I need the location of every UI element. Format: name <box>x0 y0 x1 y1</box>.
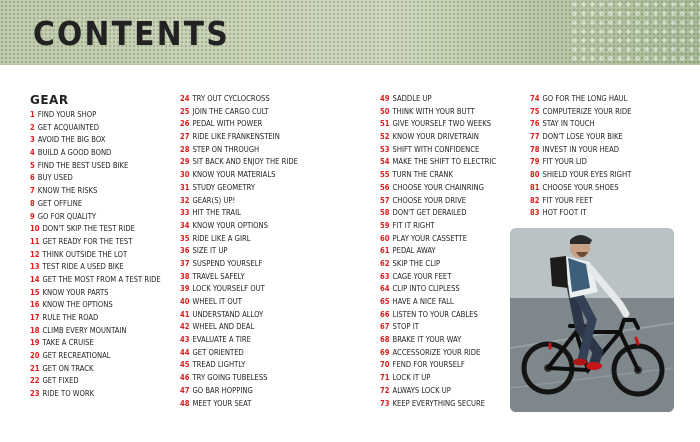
entry-number: 20 <box>30 351 40 361</box>
entry-number: 76 <box>530 119 540 129</box>
entry-title: SKIP THE CLIP <box>392 258 441 268</box>
entry-number: 35 <box>180 233 190 243</box>
entry-title: DON'T GET DERAILED <box>392 208 467 218</box>
entry-number: 17 <box>30 313 40 322</box>
entry-number: 49 <box>380 94 390 103</box>
entry-title: COMPUTERIZE YOUR RIDE <box>542 106 632 116</box>
toc-column-1 <box>30 93 161 401</box>
entry-number: 78 <box>530 144 540 154</box>
entry-title: TRY OUT CYCLOCROSS <box>192 94 270 103</box>
toc-entry[interactable] <box>30 134 161 147</box>
entry-number: 28 <box>180 144 190 154</box>
entry-number: 82 <box>530 195 540 205</box>
entry-title: CHOOSE YOUR CHAINRING <box>392 182 484 192</box>
entry-title: RIDE LIKE FRANKENSTEIN <box>192 132 280 142</box>
entry-title: THINK OUTSIDE THE LOT <box>42 249 128 259</box>
entry-number: 15 <box>30 287 40 297</box>
toc-entry[interactable] <box>380 106 496 119</box>
toc-entry[interactable] <box>180 245 298 258</box>
toc-entry[interactable] <box>180 207 298 220</box>
toc-entry[interactable] <box>30 211 161 224</box>
entry-title: CLIMB EVERY MOUNTAIN <box>42 325 127 335</box>
entry-number: 79 <box>530 157 540 167</box>
entry-title: RIDE TO WORK <box>42 389 95 399</box>
entry-number: 53 <box>380 144 390 154</box>
entry-title: SIZE IT UP <box>192 246 228 256</box>
entry-title: CLIP INTO CLIPLESS <box>392 284 460 294</box>
entry-number: 55 <box>380 170 390 180</box>
entry-title: BUILD A GOOD BOND <box>37 148 112 158</box>
entry-title: STOP IT <box>392 322 419 332</box>
toc-entry[interactable] <box>30 388 161 401</box>
entry-number: 30 <box>180 170 190 180</box>
entry-title: TRAVEL SAFELY <box>192 271 245 281</box>
entry-title: GET FIXED <box>42 376 79 386</box>
entry-number: 48 <box>180 398 190 408</box>
entry-number: 52 <box>380 132 390 142</box>
toc-entry[interactable] <box>380 245 496 258</box>
entry-number: 32 <box>180 195 190 205</box>
toc-entry[interactable] <box>30 249 161 262</box>
entry-title: GO BAR HOPPING <box>192 385 253 395</box>
entry-title: MEET YOUR SEAT <box>192 398 252 408</box>
entry-number: 2 <box>30 122 35 132</box>
toc-entry[interactable] <box>180 220 298 233</box>
entry-title: RULE THE ROAD <box>42 313 99 322</box>
toc-entry[interactable] <box>530 169 631 182</box>
entry-title: GO FOR THE LONG HAUL <box>542 94 628 103</box>
entry-title: GET THE MOST FROM A TEST RIDE <box>42 274 161 284</box>
toc-entry[interactable] <box>180 144 298 157</box>
entry-title: RIDE LIKE A GIRL <box>192 233 251 243</box>
toc-entry[interactable] <box>380 182 496 195</box>
entry-title: WHEEL AND DEAL <box>192 322 255 332</box>
entry-number: 4 <box>30 148 35 158</box>
entry-title: TURN THE CRANK <box>392 170 453 180</box>
toc-entry[interactable] <box>380 398 496 411</box>
entry-number: 37 <box>180 258 190 268</box>
toc-entry[interactable] <box>180 233 298 246</box>
toc-entry[interactable] <box>30 223 161 236</box>
toc-entry[interactable] <box>180 372 298 385</box>
entry-number: 60 <box>380 233 390 243</box>
toc-entry[interactable] <box>380 207 496 220</box>
entry-title: GET ACQUAINTED <box>37 122 99 132</box>
entry-title: GO FOR QUALITY <box>37 211 97 221</box>
entry-title: MAKE THE SHIFT TO ELECTRIC <box>392 157 497 167</box>
entry-title: CHOOSE YOUR DRIVE <box>392 195 467 205</box>
entry-number: 22 <box>30 376 40 386</box>
entry-number: 58 <box>380 208 390 218</box>
toc-entry[interactable] <box>30 375 161 388</box>
entry-title: EVALUATE A TIRE <box>192 335 251 345</box>
entry-number: 1 <box>30 110 35 119</box>
toc-entry[interactable] <box>380 283 496 296</box>
entry-title: SHIFT WITH CONFIDENCE <box>392 144 480 154</box>
toc-entry[interactable] <box>30 274 161 287</box>
entry-title: WHEEL IT OUT <box>192 297 242 306</box>
toc-entry[interactable] <box>380 347 496 360</box>
toc-entry[interactable] <box>380 258 496 271</box>
entry-number: 64 <box>380 284 390 294</box>
toc-entry[interactable] <box>380 359 496 372</box>
toc-column-4 <box>530 93 631 220</box>
entry-number: 70 <box>380 360 390 370</box>
entry-title: BRAKE IT YOUR WAY <box>392 335 462 345</box>
page-title: CONTENTS <box>33 14 230 53</box>
toc-entry[interactable] <box>530 93 631 106</box>
toc-entry[interactable] <box>30 299 161 312</box>
entry-number: 46 <box>180 373 190 383</box>
entry-number: 38 <box>180 271 190 281</box>
entry-title: FIT YOUR FEET <box>542 195 593 205</box>
entry-number: 19 <box>30 338 40 348</box>
toc-entry[interactable] <box>380 156 496 169</box>
toc-entry[interactable] <box>380 296 496 309</box>
entry-title: KNOW THE OPTIONS <box>42 300 113 310</box>
entry-number: 27 <box>180 132 190 142</box>
cyclist-photo <box>510 228 674 412</box>
entry-title: SADDLE UP <box>392 94 432 103</box>
toc-entry[interactable] <box>180 359 298 372</box>
entry-number: 34 <box>180 220 190 230</box>
toc-entry[interactable] <box>380 93 496 106</box>
entry-title: GET READY FOR THE TEST <box>42 236 133 246</box>
entry-number: 75 <box>530 106 540 116</box>
entry-number: 69 <box>380 347 390 357</box>
entry-number: 67 <box>380 322 390 332</box>
entry-number: 40 <box>180 297 190 306</box>
entry-number: 26 <box>180 119 190 129</box>
entry-number: 61 <box>380 246 390 256</box>
toc-entry[interactable] <box>180 169 298 182</box>
entry-title: FIND YOUR SHOP <box>37 110 97 119</box>
toc-entry[interactable] <box>380 334 496 347</box>
entry-title: GET ORIENTED <box>192 347 244 357</box>
toc-entry[interactable] <box>380 220 496 233</box>
toc-entry[interactable] <box>30 325 161 338</box>
entry-title: SHIELD YOUR EYES RIGHT <box>542 170 632 180</box>
toc-entry[interactable] <box>530 106 631 119</box>
entry-number: 41 <box>180 309 190 319</box>
entry-title: HIT THE TRAIL <box>192 208 241 218</box>
entry-number: 29 <box>180 157 190 167</box>
entry-title: FIT YOUR LID <box>542 157 587 167</box>
entry-number: 50 <box>380 106 390 116</box>
entry-number: 74 <box>530 94 540 103</box>
entry-number: 71 <box>380 373 390 383</box>
entry-title: KNOW YOUR OPTIONS <box>192 220 268 230</box>
entry-title: SIT BACK AND ENJOY THE RIDE <box>192 157 298 167</box>
toc-entry[interactable] <box>180 347 298 360</box>
entry-number: 6 <box>30 173 35 183</box>
entry-number: 12 <box>30 249 40 259</box>
entry-number: 42 <box>180 322 190 332</box>
toc-entry[interactable] <box>530 156 631 169</box>
toc-entry[interactable] <box>30 160 161 173</box>
entry-title: GET OFFLINE <box>37 198 83 208</box>
entry-number: 80 <box>530 170 540 180</box>
toc-column-3 <box>380 93 496 410</box>
toc-entry[interactable] <box>30 198 161 211</box>
section-heading: GEAR <box>30 93 69 107</box>
toc-entry[interactable] <box>380 309 496 322</box>
entry-number: 81 <box>530 182 540 192</box>
entry-title: TRY GOING TUBELESS <box>192 373 268 383</box>
entry-title: CAGE YOUR FEET <box>392 271 452 281</box>
entry-number: 13 <box>30 262 40 272</box>
entry-number: 57 <box>380 195 390 205</box>
entry-number: 68 <box>380 335 390 345</box>
toc-entry[interactable] <box>180 296 298 309</box>
entry-number: 43 <box>180 335 190 345</box>
cyclist-illustration <box>510 228 674 412</box>
entry-number: 33 <box>180 208 190 218</box>
entry-number: 21 <box>30 363 40 373</box>
entry-number: 31 <box>180 182 190 192</box>
toc-entry[interactable] <box>180 334 298 347</box>
halftone-dots-decoration <box>570 0 700 64</box>
toc-entry[interactable] <box>180 283 298 296</box>
toc-entry[interactable] <box>30 363 161 376</box>
toc-entry[interactable] <box>530 182 631 195</box>
entry-title: UNDERSTAND ALLOY <box>192 309 264 319</box>
toc-entry[interactable] <box>530 195 631 208</box>
toc-entry[interactable] <box>30 350 161 363</box>
entry-number: 16 <box>30 300 40 310</box>
toc-entry[interactable] <box>380 131 496 144</box>
entry-title: HAVE A NICE FALL <box>392 297 454 306</box>
entry-number: 47 <box>180 385 190 395</box>
toc-entry[interactable] <box>180 385 298 398</box>
entry-number: 5 <box>30 160 35 170</box>
entry-number: 44 <box>180 347 190 357</box>
entry-number: 24 <box>180 94 190 103</box>
entry-title: TREAD LIGHTLY <box>192 360 246 370</box>
toc-entry[interactable] <box>380 321 496 334</box>
entry-title: THINK WITH YOUR BUTT <box>392 106 475 116</box>
toc-entry[interactable] <box>530 118 631 131</box>
entry-title: ALWAYS LOCK UP <box>392 385 451 395</box>
toc-entry[interactable] <box>380 118 496 131</box>
entry-title: KNOW YOUR PARTS <box>42 287 109 297</box>
entry-number: 65 <box>380 297 390 306</box>
entry-title: CHOOSE YOUR SHOES <box>542 182 619 192</box>
entry-number: 77 <box>530 132 540 142</box>
entry-number: 72 <box>380 385 390 395</box>
header-banner <box>0 0 700 65</box>
entry-number: 7 <box>30 186 35 196</box>
entry-title: TEST RIDE A USED BIKE <box>42 262 124 272</box>
entry-title: STAY IN TOUCH <box>542 119 595 129</box>
entry-number: 10 <box>30 224 40 234</box>
entry-title: FIND THE BEST USED BIKE <box>37 160 129 170</box>
entry-title: AVOID THE BIG BOX <box>37 135 106 145</box>
toc-entry[interactable] <box>180 93 298 106</box>
toc-column-2 <box>180 93 298 410</box>
toc-entry[interactable] <box>30 172 161 185</box>
entry-title: HOT FOOT IT <box>542 208 587 218</box>
toc-entry[interactable] <box>180 398 298 411</box>
toc-entry[interactable] <box>180 118 298 131</box>
entry-title: GIVE YOURSELF TWO WEEKS <box>392 119 492 129</box>
toc-entry[interactable] <box>380 169 496 182</box>
entry-title: BUY USED <box>37 173 73 183</box>
toc-entry[interactable] <box>380 271 496 284</box>
entry-title: KNOW THE RISKS <box>37 186 98 196</box>
toc-entry[interactable] <box>30 147 161 160</box>
entry-title: PLAY YOUR CASSETTE <box>392 233 468 243</box>
toc-entry[interactable] <box>180 271 298 284</box>
toc-entry[interactable] <box>180 106 298 119</box>
toc-entry[interactable] <box>30 312 161 325</box>
entry-number: 3 <box>30 135 35 145</box>
toc-entry[interactable] <box>180 195 298 208</box>
toc-entry[interactable] <box>180 309 298 322</box>
entry-number: 51 <box>380 119 390 129</box>
toc-entry[interactable] <box>180 321 298 334</box>
entry-number: 56 <box>380 182 390 192</box>
entry-number: 23 <box>30 389 40 399</box>
entry-title: FIT IT RIGHT <box>392 220 435 230</box>
entry-number: 66 <box>380 309 390 319</box>
entry-title: DON'T LOSE YOUR BIKE <box>542 132 623 142</box>
toc-entry[interactable] <box>380 385 496 398</box>
toc-entry[interactable] <box>30 185 161 198</box>
entry-number: 45 <box>180 360 190 370</box>
toc-entry[interactable] <box>180 182 298 195</box>
entry-number: 83 <box>530 208 540 218</box>
toc-entry[interactable] <box>30 109 161 122</box>
toc-entry[interactable] <box>30 261 161 274</box>
toc-entry[interactable] <box>180 258 298 271</box>
entry-title: DON'T SKIP THE TEST RIDE <box>42 224 135 234</box>
entry-number: 62 <box>380 258 390 268</box>
entry-number: 36 <box>180 246 190 256</box>
entry-number: 14 <box>30 274 40 284</box>
toc-entry[interactable] <box>380 195 496 208</box>
toc-entry[interactable] <box>530 144 631 157</box>
toc-entry[interactable] <box>530 131 631 144</box>
entry-title: ACCESSORIZE YOUR RIDE <box>392 347 481 357</box>
entry-title: FEND FOR YOURSELF <box>392 360 465 370</box>
toc-entry[interactable] <box>30 337 161 350</box>
entry-title: INVEST IN YOUR HEAD <box>542 144 620 154</box>
entry-number: 8 <box>30 198 35 208</box>
entry-title: PEDAL AWAY <box>392 246 436 256</box>
toc-entry[interactable] <box>30 122 161 135</box>
entry-title: PEDAL WITH POWER <box>192 119 263 129</box>
toc-entry[interactable] <box>530 207 631 220</box>
toc-entry[interactable] <box>380 144 496 157</box>
entry-number: 59 <box>380 220 390 230</box>
entry-number: 39 <box>180 284 190 294</box>
toc-entry[interactable] <box>380 372 496 385</box>
entry-title: LOCK IT UP <box>392 373 431 383</box>
entry-title: KNOW YOUR MATERIALS <box>192 170 276 180</box>
entry-number: 9 <box>30 211 35 221</box>
entry-title: GEAR(S) UP! <box>192 195 236 205</box>
toc-entry[interactable] <box>180 156 298 169</box>
toc-entry[interactable] <box>380 233 496 246</box>
entry-number: 25 <box>180 106 190 116</box>
entry-title: KNOW YOUR DRIVETRAIN <box>392 132 479 142</box>
toc-entry[interactable] <box>180 131 298 144</box>
entry-title: JOIN THE CARGO CULT <box>192 106 269 116</box>
toc-entry[interactable] <box>30 287 161 300</box>
entry-number: 54 <box>380 157 390 167</box>
entry-title: SUSPEND YOURSELF <box>192 258 263 268</box>
entry-number: 73 <box>380 398 390 408</box>
entry-number: 11 <box>30 236 40 246</box>
entry-title: TAKE A CRUISE <box>42 338 94 348</box>
entry-title: STEP ON THROUGH <box>192 144 260 154</box>
entry-title: LOCK YOURSELF OUT <box>192 284 265 294</box>
entry-title: GET RECREATIONAL <box>42 351 111 361</box>
entry-title: STUDY GEOMETRY <box>192 182 256 192</box>
entry-title: KEEP EVERYTHING SECURE <box>392 398 486 408</box>
entry-number: 63 <box>380 271 390 281</box>
entry-title: GET ON TRACK <box>42 363 94 373</box>
entry-title: LISTEN TO YOUR CABLES <box>392 309 478 319</box>
toc-entry[interactable] <box>30 236 161 249</box>
entry-number: 18 <box>30 325 40 335</box>
